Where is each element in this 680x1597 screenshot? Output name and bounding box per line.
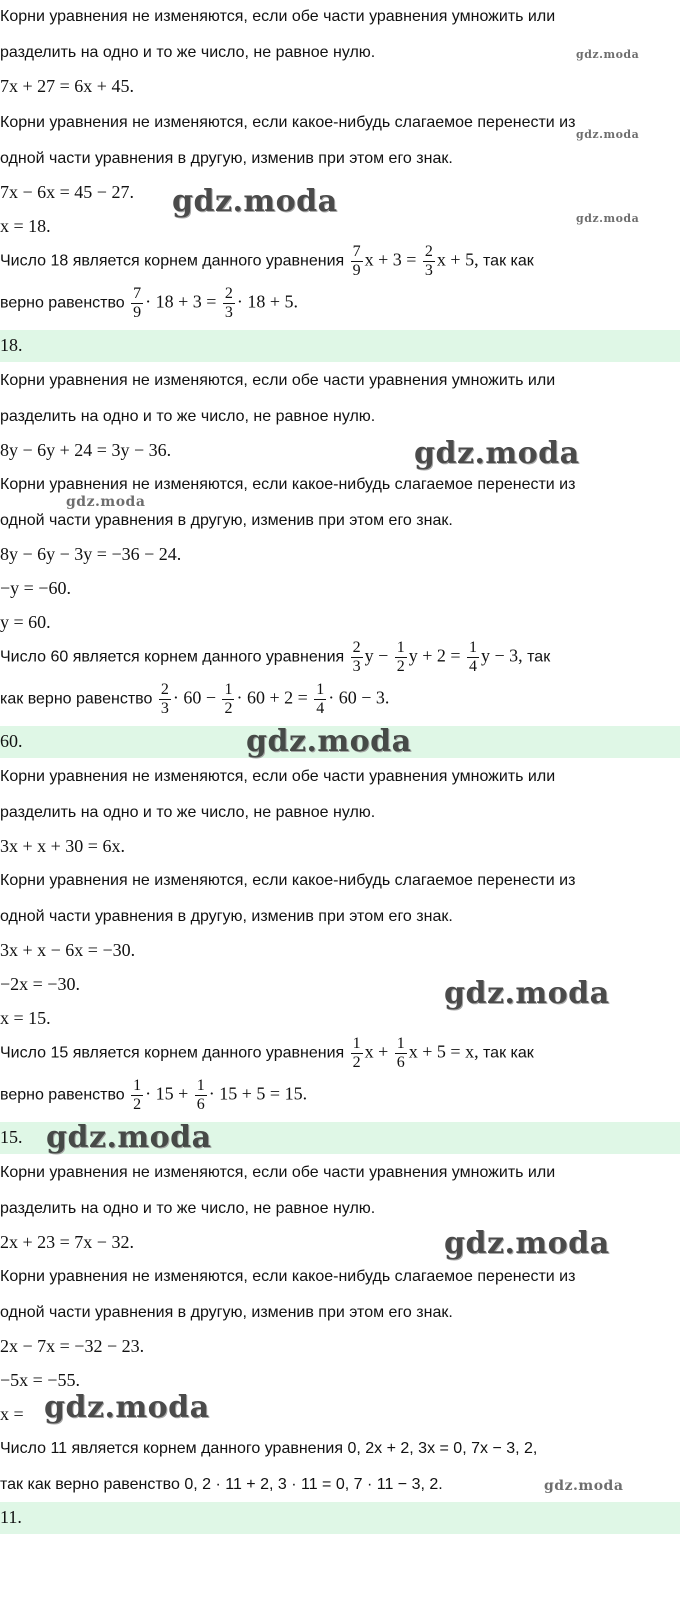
watermark-logo: gdz.moda bbox=[576, 128, 640, 141]
rule-transfer-line1: Корни уравнения не изменяются, если какое-нибудь слагаемое перенести из bbox=[0, 872, 576, 889]
rule-transfer-line1: Корни уравнения не изменяются, если какое-нибудь слагаемое перенести из bbox=[0, 1268, 576, 1285]
equation: x = bbox=[0, 1404, 24, 1424]
equation: −2x = −30. bbox=[0, 974, 80, 994]
math-expr: y + 2 = bbox=[408, 645, 461, 666]
rule-multiply-line1: Корни уравнения не изменяются, если обе части уравнения умножить или bbox=[0, 768, 556, 785]
fraction: $\frac{1}{6}$ bbox=[396, 1035, 405, 1071]
rule-multiply-line2: разделить на одно и то же число, не равное нулю. bbox=[0, 1200, 376, 1217]
fraction: $\frac{2}{3}$ bbox=[352, 639, 361, 675]
math-expr: x + 3 = bbox=[364, 249, 417, 270]
math-expr: y − bbox=[364, 645, 389, 666]
fraction: $\frac{2}{3}$ bbox=[424, 243, 433, 279]
check-line bbox=[0, 682, 389, 717]
conclusion-text: Число 60 является корнем данного уравнения bbox=[0, 648, 345, 666]
conclusion-suffix: так как bbox=[483, 252, 534, 270]
check-line bbox=[0, 286, 298, 321]
math-expr: x + 5 = x, bbox=[408, 1041, 479, 1062]
watermark-logo: gdz.moda bbox=[414, 436, 580, 471]
rule-multiply-line2: разделить на одно и то же число, не равное нулю. bbox=[0, 44, 376, 61]
fraction: $\frac{7}{9}$ bbox=[352, 243, 361, 279]
rule-multiply-line2: разделить на одно и то же число, не равное нулю. bbox=[0, 408, 376, 425]
math-expr: · 15 + bbox=[145, 1083, 189, 1104]
conclusion-suffix: так bbox=[527, 648, 551, 666]
check-line: так как верно равенство 0, 2 · 11 + 2, 3 · 11 = 0, 7 · 11 − 3, 2. bbox=[0, 1476, 443, 1493]
math-expr: · 18 + 3 = bbox=[145, 291, 217, 312]
equation: 7x − 6x = 45 − 27. bbox=[0, 182, 134, 202]
equation: x = 18. bbox=[0, 216, 51, 236]
equation: y = 60. bbox=[0, 612, 51, 632]
rule-transfer-line1: Корни уравнения не изменяются, если какое-нибудь слагаемое перенести из bbox=[0, 476, 576, 493]
watermark-logo: gdz.moda bbox=[444, 976, 610, 1011]
math-expr: x + bbox=[364, 1041, 389, 1062]
check-text: как верно равенство bbox=[0, 690, 153, 708]
conclusion-line bbox=[0, 640, 550, 675]
fraction: $\frac{2}{3}$ bbox=[160, 681, 169, 717]
math-expr: · 15 + 5 = 15. bbox=[208, 1083, 308, 1104]
equation: 8y − 6y − 3y = −36 − 24. bbox=[0, 544, 182, 564]
equation: −y = −60. bbox=[0, 578, 71, 598]
math-expr: · 18 + 5. bbox=[236, 291, 299, 312]
conclusion-text: Число 18 является корнем данного уравнения bbox=[0, 252, 345, 270]
conclusion-line bbox=[0, 1036, 534, 1071]
watermark-logo: gdz.moda bbox=[544, 1478, 624, 1494]
rule-transfer-line2: одной части уравнения в другую, изменив при этом его знак. bbox=[0, 1304, 453, 1321]
math-expr: y − 3, bbox=[481, 645, 523, 666]
fraction: $\frac{1}{2}$ bbox=[133, 1077, 142, 1113]
rule-transfer-line1: Корни уравнения не изменяются, если какое-нибудь слагаемое перенести из bbox=[0, 114, 576, 131]
math-expr: x + 5, bbox=[436, 249, 479, 270]
conclusion-line: Число 11 является корнем данного уравнения 0, 2x + 2, 3x = 0, 7x − 3, 2, bbox=[0, 1440, 538, 1457]
rule-multiply-line1: Корни уравнения не изменяются, если обе части уравнения умножить или bbox=[0, 8, 556, 25]
fraction: $\frac{1}{4}$ bbox=[469, 639, 478, 675]
rule-multiply-line2: разделить на одно и то же число, не равное нулю. bbox=[0, 804, 376, 821]
fraction: $\frac{1}{6}$ bbox=[196, 1077, 205, 1113]
math-expr: · 60 − bbox=[172, 687, 216, 708]
equation: 2x − 7x = −32 − 23. bbox=[0, 1336, 145, 1356]
rule-transfer-line2: одной части уравнения в другую, изменив при этом его знак. bbox=[0, 150, 453, 167]
watermark-logo: gdz.moda bbox=[444, 1226, 610, 1261]
answer-value: 11. bbox=[0, 1507, 22, 1527]
conclusion-suffix: так как bbox=[483, 1044, 534, 1062]
check-text: верно равенство bbox=[0, 1086, 125, 1104]
watermark-logo: gdz.moda bbox=[576, 212, 640, 225]
equation: 7x + 27 = 6x + 45. bbox=[0, 76, 134, 96]
check-text: верно равенство bbox=[0, 294, 125, 312]
answer-value: 18. bbox=[0, 335, 23, 355]
fraction: $\frac{1}{2}$ bbox=[396, 639, 405, 675]
rule-transfer-line2: одной части уравнения в другую, изменив при этом его знак. bbox=[0, 512, 453, 529]
fraction: $\frac{1}{4}$ bbox=[316, 681, 325, 717]
equation: 8y − 6y + 24 = 3y − 36. bbox=[0, 440, 172, 460]
conclusion-line bbox=[0, 244, 534, 279]
equation: −5x = −55. bbox=[0, 1370, 80, 1390]
watermark-logo: gdz.moda bbox=[172, 184, 338, 219]
answer-row bbox=[0, 330, 680, 362]
equation: x = 15. bbox=[0, 1008, 51, 1028]
equation: 3x + x − 6x = −30. bbox=[0, 940, 136, 960]
watermark-logo: gdz.moda bbox=[44, 1390, 210, 1425]
answer-value: 60. bbox=[0, 731, 23, 751]
equation: 3x + x + 30 = 6x. bbox=[0, 836, 125, 856]
rule-multiply-line1: Корни уравнения не изменяются, если обе части уравнения умножить или bbox=[0, 1164, 556, 1181]
math-expr: · 60 − 3. bbox=[328, 687, 390, 708]
watermark-logo: gdz.moda bbox=[46, 1120, 212, 1155]
answer-row bbox=[0, 1502, 680, 1534]
fraction: $\frac{7}{9}$ bbox=[133, 285, 142, 321]
watermark-logo: gdz.moda bbox=[246, 724, 412, 759]
math-expr: · 60 + 2 = bbox=[236, 687, 308, 708]
rule-multiply-line1: Корни уравнения не изменяются, если обе части уравнения умножить или bbox=[0, 372, 556, 389]
watermark-logo: gdz.moda bbox=[576, 48, 640, 61]
fraction: $\frac{1}{2}$ bbox=[352, 1035, 361, 1071]
rule-transfer-line2: одной части уравнения в другую, изменив при этом его знак. bbox=[0, 908, 453, 925]
conclusion-text: Число 15 является корнем данного уравнения bbox=[0, 1044, 345, 1062]
check-line bbox=[0, 1078, 307, 1113]
equation: 2x + 23 = 7x − 32. bbox=[0, 1232, 134, 1252]
fraction: $\frac{1}{2}$ bbox=[224, 681, 233, 717]
answer-value: 15. bbox=[0, 1127, 23, 1147]
watermark-logo: gdz.moda bbox=[66, 494, 146, 510]
fraction: $\frac{2}{3}$ bbox=[224, 285, 233, 321]
